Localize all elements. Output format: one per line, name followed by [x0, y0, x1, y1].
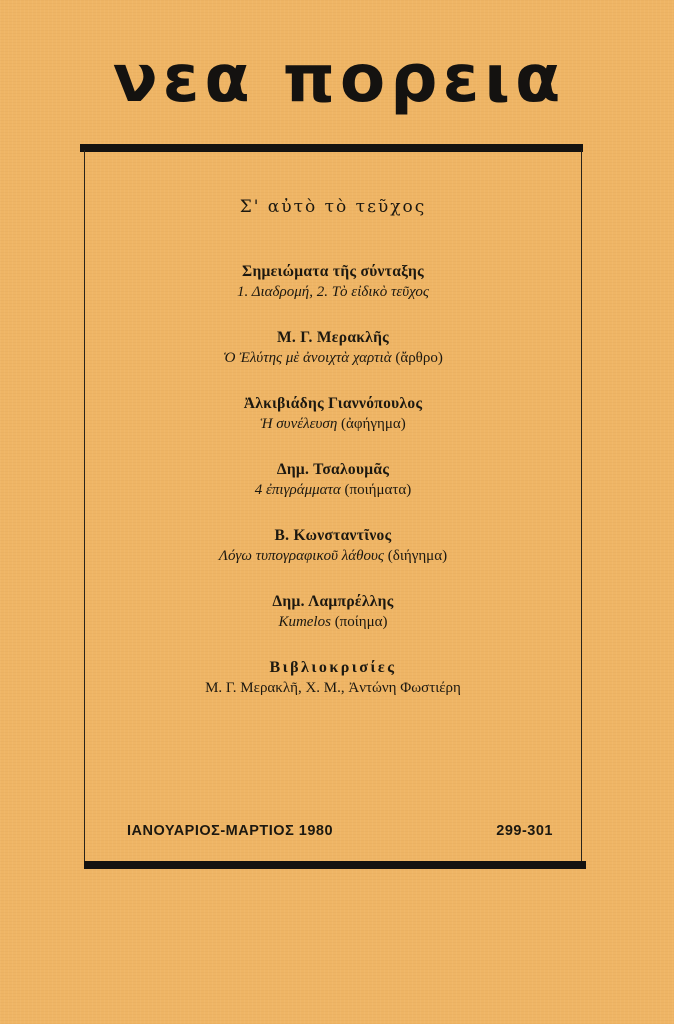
- entry-genre: (διήγημα): [387, 548, 448, 564]
- entry-genre: (ἄρθρο): [395, 350, 443, 366]
- entry-title-line: [84, 348, 582, 369]
- entry-title: Ἡ συνέλευση: [260, 416, 338, 432]
- entry-title-line: [84, 546, 582, 567]
- contents-entry: [84, 261, 582, 303]
- journal-title: νεα πορεια: [112, 40, 566, 117]
- entry-author: Β. Κωνσταντῖνος: [274, 527, 392, 544]
- contents-entry: [84, 657, 582, 699]
- contents-entry: [84, 393, 582, 435]
- table-of-contents: [84, 197, 582, 723]
- entry-genre: (ἀφήγημα): [341, 416, 406, 432]
- entry-title-line: [84, 414, 582, 435]
- entry-author: Ἀλκιβιάδης Γιαννόπουλος: [243, 395, 423, 412]
- contents-entry: [84, 525, 582, 567]
- entry-author: Δημ. Τσαλουμᾶς: [276, 461, 390, 478]
- entry-title: 1. Διαδρομή, 2. Τὸ εἰδικὸ τεῦχος: [236, 284, 429, 300]
- contents-heading: Σ' αὐτὸ τὸ τεῦχος: [239, 197, 427, 217]
- entry-author: Βιβλιοκρισίες: [269, 659, 397, 676]
- entry-author: Σημειώματα τῆς σύνταξης: [242, 263, 424, 280]
- entry-genre: (ποίημα): [334, 614, 388, 630]
- entry-title: Μ. Γ. Μερακλῆ, Χ. Μ., Ἀντώνη Φωστιέρη: [205, 680, 461, 696]
- entry-title: Kumelos: [278, 614, 331, 630]
- entry-title-line: [84, 480, 582, 501]
- entry-author: Μ. Γ. Μερακλῆς: [276, 329, 390, 346]
- entry-title: 4 ἐπιγράμματα: [254, 482, 341, 498]
- entry-title: Ὁ Ἐλύτης μὲ ἀνοιχτὰ χαρτιὰ: [223, 350, 392, 366]
- entry-genre: (ποιήματα): [344, 482, 412, 498]
- contents-entry: [84, 459, 582, 501]
- entry-author: Δημ. Λαμπρέλλης: [272, 593, 394, 610]
- contents-entry: [84, 327, 582, 369]
- entry-title: Λόγω τυπογραφικοῦ λάθους: [218, 548, 384, 564]
- entry-title-line: [84, 678, 582, 699]
- bottom-rule: [84, 861, 586, 869]
- entry-title-line: [84, 282, 582, 303]
- issue-number: 299-301: [496, 823, 553, 839]
- entry-title-line: [84, 612, 582, 633]
- contents-entry: [84, 591, 582, 633]
- issue-info: [127, 823, 553, 839]
- issue-date: ΙΑΝΟΥΑΡΙΟΣ-ΜΑΡΤΙΟΣ 1980: [127, 823, 334, 839]
